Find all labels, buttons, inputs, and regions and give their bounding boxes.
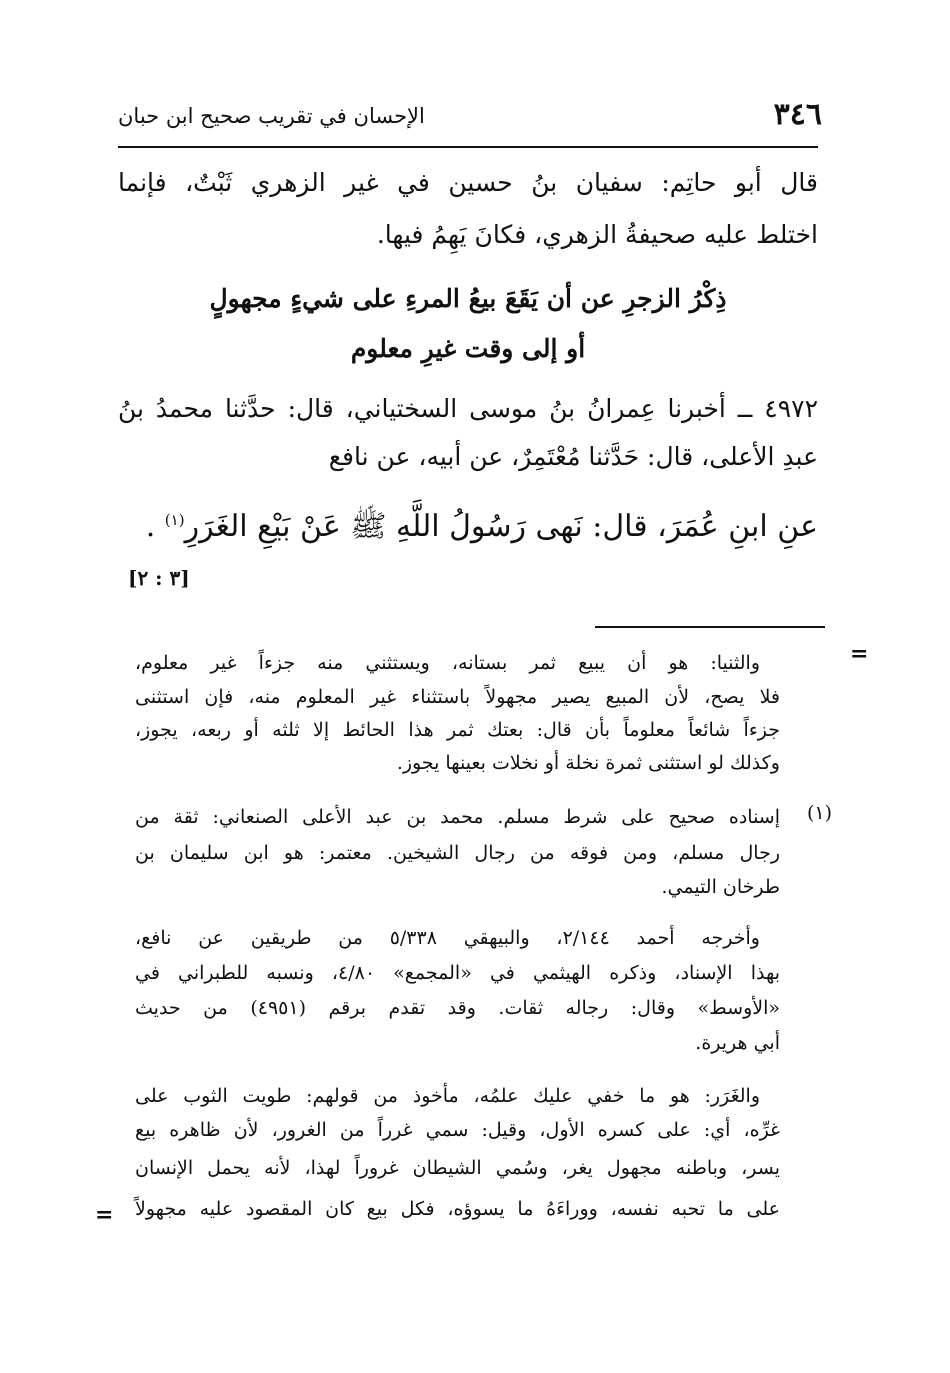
footnote-1-p2-line-1: وأخرجه أحمد ٢/١٤٤، والبيهقي ٥/٣٣٨ من طريقين عن نافع، <box>135 927 760 949</box>
isnad-line-1: ٤٩٧٢ ــ أخبرنا عِمرانُ بنُ موسى السختياني، قال: حدَّثنا محمدُ بنُ <box>118 394 818 423</box>
isnad-line-2: عبدِ الأعلى، قال: حَدَّثنا مُعْتَمِرٌ، عن أبيه، عن نافع <box>328 442 818 471</box>
footnote-cont-line-4: وكذلك لو استثنى ثمرة نخلة أو نخلات بعينها يجوز. <box>396 752 780 774</box>
running-title: الإحسان في تقريب صحيح ابن حبان <box>118 104 425 128</box>
footnote-1-p2-line-4: أبي هريرة. <box>695 1032 780 1054</box>
footnote-cont-line-3: جزءاً شائعاً معلوماً بأن قال: بعتك ثمر هذا الحائط إلا ثلثه أو ربعه، يجوز، <box>135 719 780 741</box>
intro-line-1: قال أبو حاتِم: سفيان بنُ حسين في غير الزهري ثَبْتٌ، فإنما <box>118 168 818 197</box>
continuation-mark-top: = <box>850 641 869 667</box>
footnote-ref: (١) <box>164 511 185 529</box>
footnote-cont-line-1: والثنيا: هو أن يبيع ثمر بستانه، ويستثني منه جزءاً غير معلوم، <box>135 652 760 674</box>
footnote-1-p3-line-3: يسر، وباطنه مجهول يغر، وسُمي الشيطان غروراً لهذا، لأنه يحمل الإنسان <box>135 1157 780 1179</box>
footnote-1-p3-line-4: على ما تحبه نفسه، ووراءَهُ ما يسوؤه، فكل بيع كان المقصود عليه مجهولاً <box>135 1198 780 1220</box>
footnote-cont-line-2: فلا يصح، لأن المبيع يصير مجهولاً باستثناء غير المعلوم منه، فإن استثنى <box>135 686 780 708</box>
footnote-separator <box>595 626 825 628</box>
footnote-1-p3-line-2: غرِّه، أي: على كسره الأول، وقيل: سمي غرراً من الغرور، لأن ظاهره بيع <box>135 1119 780 1141</box>
chapter-heading-line-2: أو إلى وقت غيرِ معلوم <box>350 334 586 363</box>
hadith-matn: عنِ ابنِ عُمَرَ، قال: نَهى رَسُولُ اللَّهِ ﷺ عَنْ بَيْعِ الغَرَرِ <box>184 509 818 544</box>
footnote-1-p1-line-2: رجال مسلم، ومن فوقه من رجال الشيخين. معتمر: هو ابن سليمان بن <box>135 842 780 864</box>
intro-line-2: اختلط عليه صحيفةُ الزهري، فكانَ يَهِمُ فيها. <box>376 220 818 249</box>
footnote-1-marker: (١) <box>806 802 832 824</box>
page-number: ٣٤٦ <box>773 97 822 132</box>
hadith-text <box>118 500 818 547</box>
footnote-1-p3-line-1: والغَرَر: هو ما خفي عليك علمُه، مأخوذ من قولهم: طويت الثوب على <box>135 1085 760 1107</box>
footnote-1-p1-line-1: إسناده صحيح على شرط مسلم. محمد بن عبد الأعلى الصنعاني: ثقة من <box>135 806 780 828</box>
header-rule <box>118 146 818 148</box>
continuation-mark-bottom: = <box>95 1202 114 1228</box>
hadith-end: . <box>145 509 156 544</box>
footnote-1-p1-line-3: طرخان التيمي. <box>661 876 780 898</box>
footnote-1-p2-line-2: بهذا الإسناد، وذكره الهيثمي في «المجمع» ٤/٨٠، ونسبه للطبراني في <box>135 962 780 984</box>
chapter-heading-line-1: ذِكْرُ الزجرِ عن أن يَقَعَ بيعُ المرءِ على شيءٍ مجهولٍ <box>209 284 727 313</box>
footnote-1-p2-line-3: «الأوسط» وقال: رجاله ثقات. وقد تقدم برقم (٤٩٥١) من حديث <box>135 997 780 1019</box>
grading-reference: [٣ : ٢] <box>128 566 190 590</box>
